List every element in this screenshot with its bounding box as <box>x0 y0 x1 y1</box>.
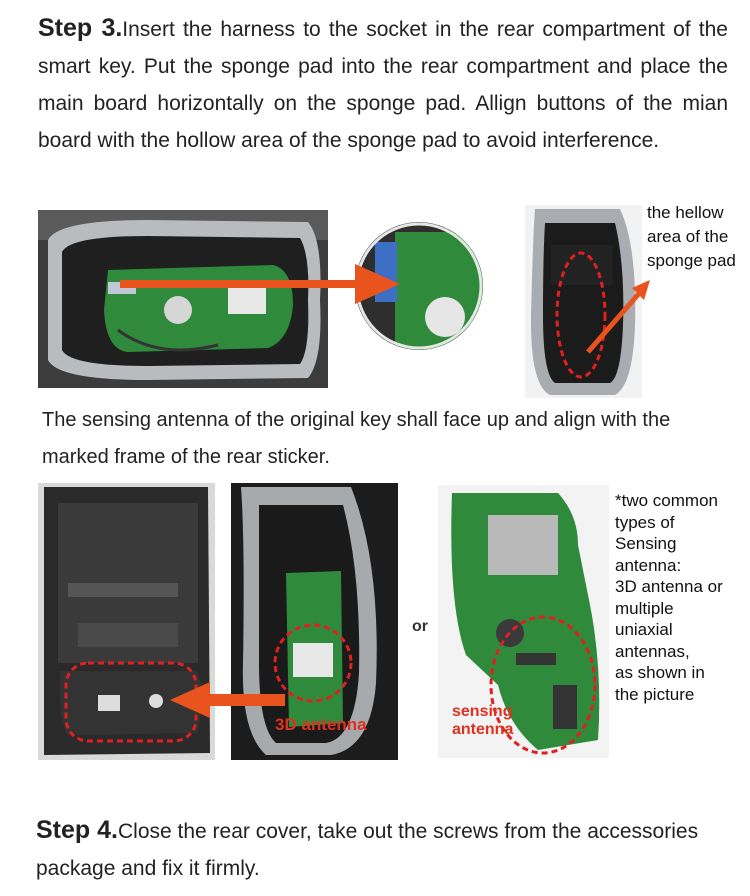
hollow-label-line: area of the <box>647 227 729 246</box>
step4-title: Step 4. <box>36 816 118 844</box>
step4-text: Close the rear cover, take out the screws from the accessories package and fix it firmly. <box>36 820 699 880</box>
arrow-to-zoom <box>120 258 405 308</box>
note-line: uniaxial <box>615 620 673 639</box>
note-line: multiple <box>615 598 674 618</box>
sensing-label-line: antenna <box>452 721 514 738</box>
note-line: Sensing <box>615 534 677 553</box>
step3-paragraph <box>38 10 728 159</box>
arrow-to-hollow <box>580 270 660 360</box>
step3-text: Insert the harness to the socket in the rear compartment of the smart key. Put the sponge pad into the rear compartment and place the main board horizontally on the sponge pad. Allign buttons of the mian board with the hollow area of the sponge pad to avoid interference. <box>38 18 728 152</box>
sensing-label-line: sensing <box>452 703 513 720</box>
step4-paragraph <box>36 812 736 887</box>
step3-title: Step 3. <box>38 14 123 42</box>
note-line: the picture <box>615 684 695 704</box>
hollow-label-line: the hellow <box>647 203 724 222</box>
note-line: types of <box>615 512 675 532</box>
hollow-label-line: sponge pad <box>647 251 736 270</box>
antenna-types-note <box>615 490 750 705</box>
antenna-note-line: marked frame of the rear sticker. <box>42 446 330 468</box>
3d-antenna-label: 3D antenna <box>275 715 367 734</box>
photo-sensing-antenna <box>438 485 609 758</box>
note-line: as shown in <box>615 663 705 682</box>
or-label: or <box>412 618 428 635</box>
sensing-antenna-label <box>452 703 513 739</box>
note-line: *two common <box>615 491 718 510</box>
note-line: antenna: <box>615 555 682 575</box>
arrow-to-sticker <box>170 680 290 720</box>
antenna-note-line: The sensing antenna of the original key shall face up and align with the <box>42 409 671 431</box>
antenna-instruction <box>42 402 732 476</box>
note-line: 3D antenna or <box>615 577 723 596</box>
note-line: antennas, <box>615 641 690 661</box>
hollow-area-label <box>647 201 747 273</box>
